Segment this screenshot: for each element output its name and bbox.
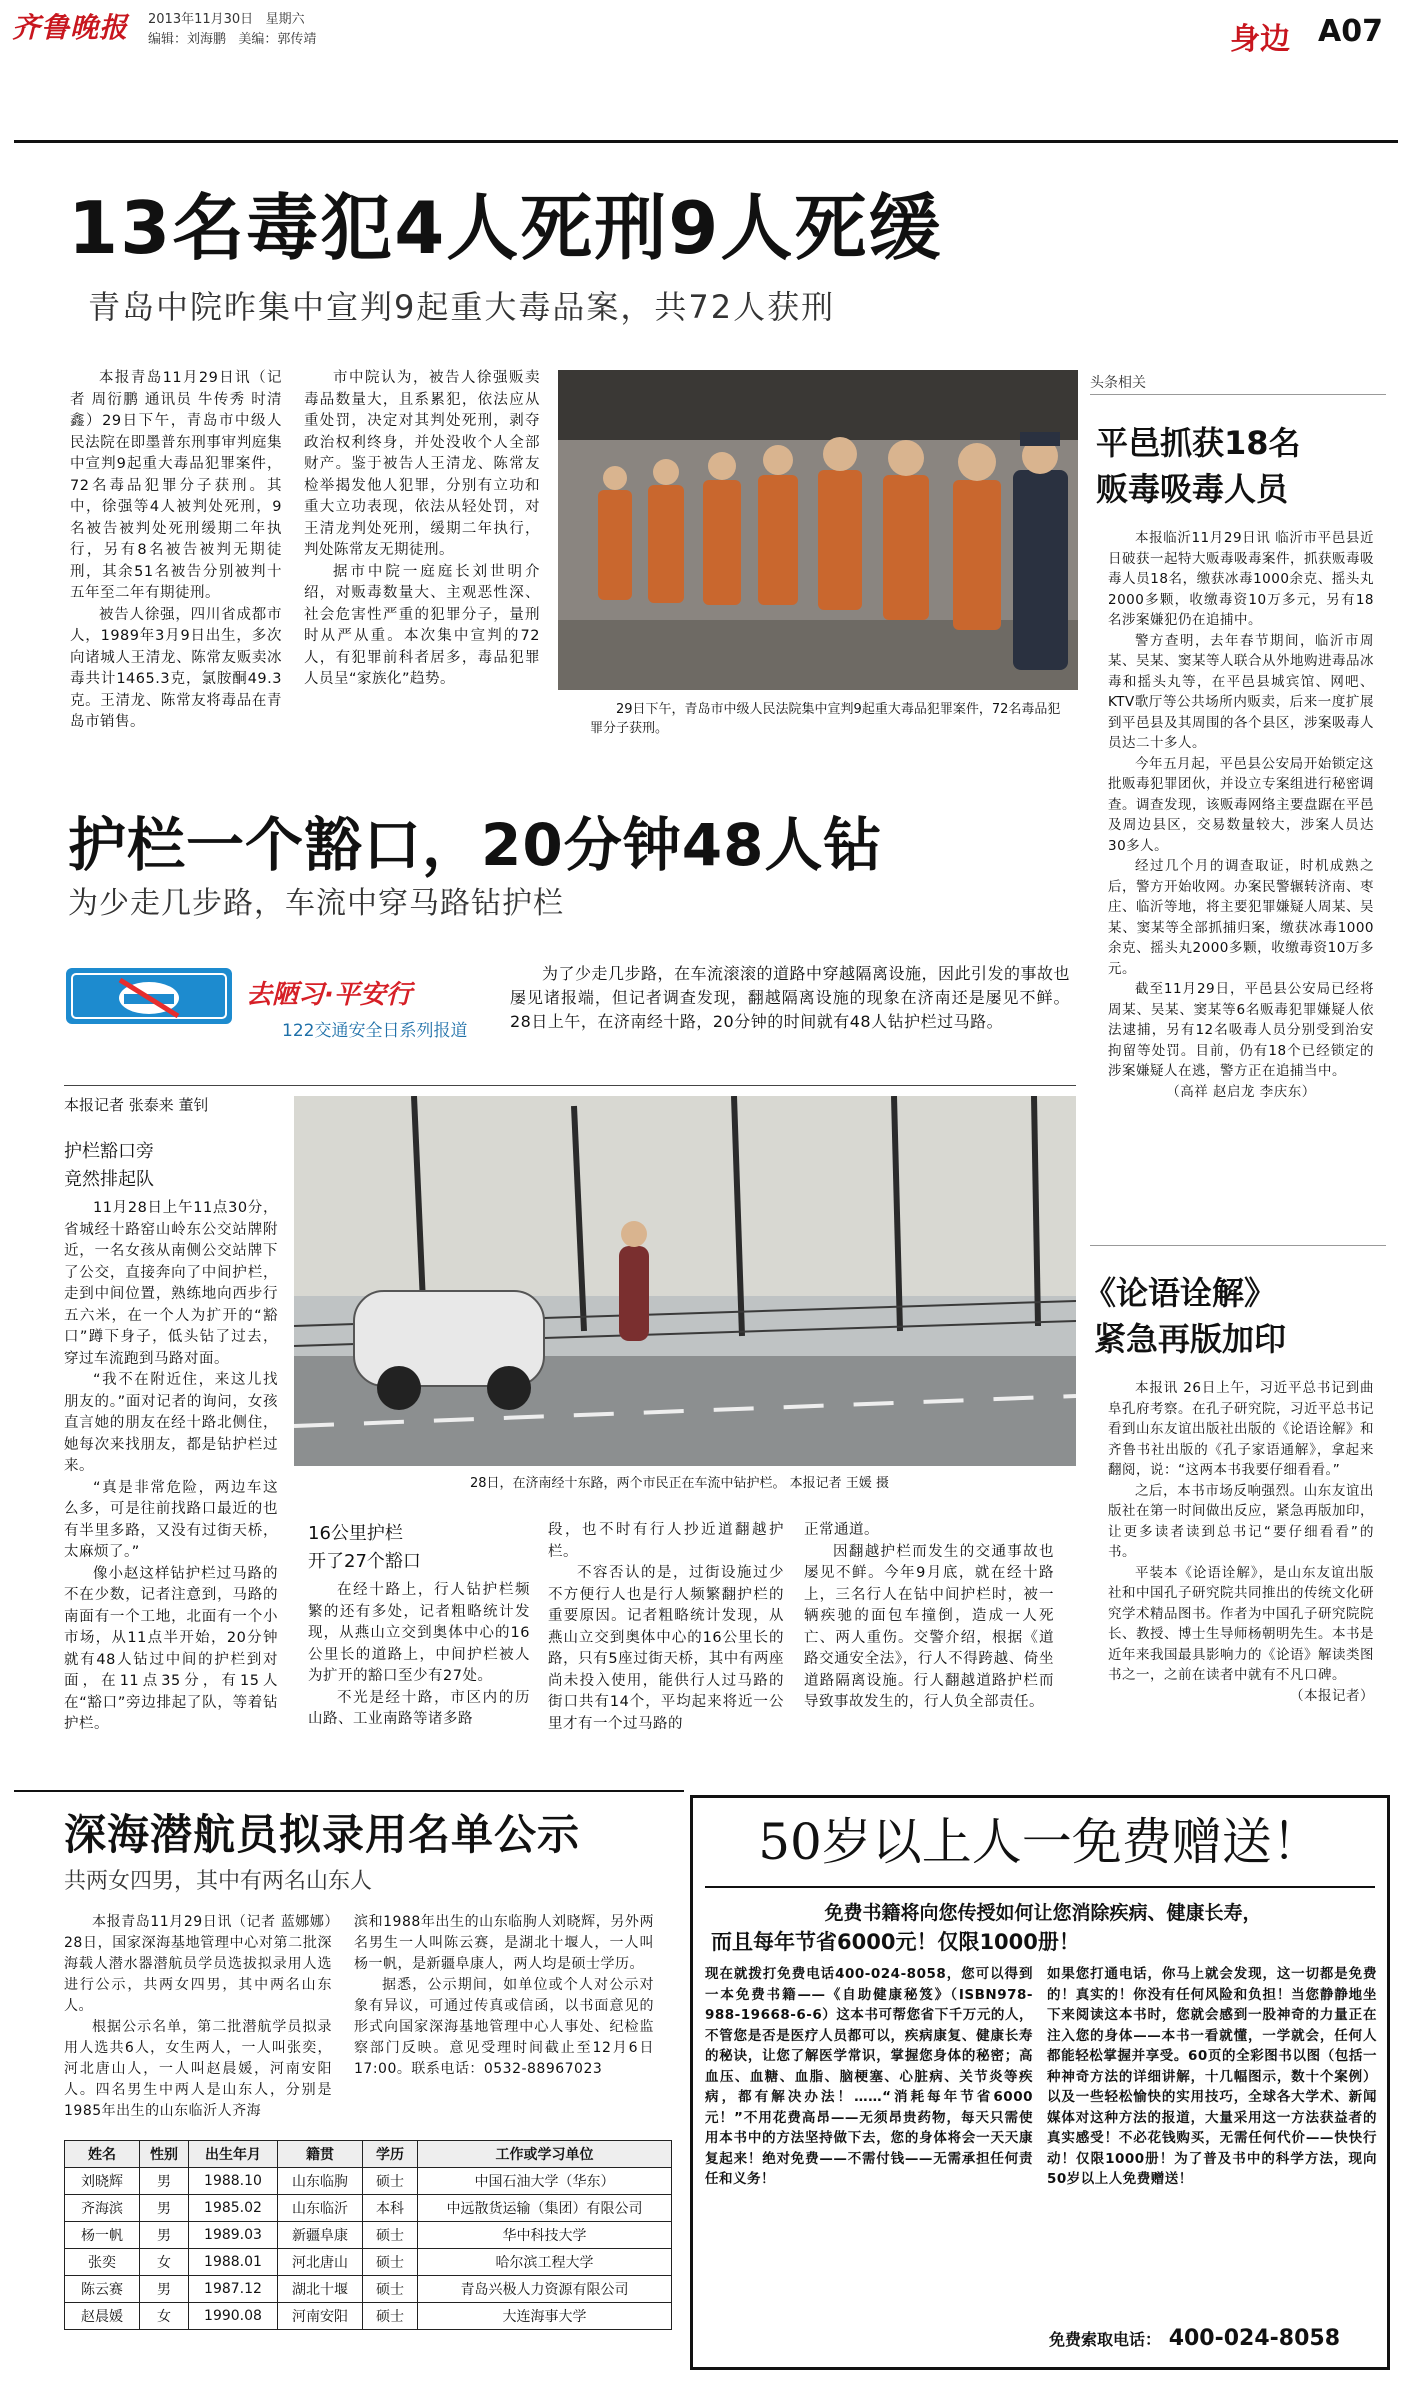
paragraph: 之后，本书市场反响强烈。山东友谊出版社在第一时间做出反应，紧急再版加印，让更多读者读到总书记“要仔细看看”的书。: [1108, 1482, 1374, 1560]
paragraph: 平装本《论语诠解》，是山东友谊出版社和中国孔子研究院共同推出的传统文化研究学术精品图书。作者为中国孔子研究院院长、教授、博士生导师杨朝明先生。本书是近年来我国最具影响力的《论语》解读类图书之一，之前在读者中就有不凡口碑。: [1108, 1564, 1374, 1683]
table-header-row: [65, 2141, 672, 2168]
campaign-banner: [64, 962, 504, 1052]
paragraph: 本报青岛11月29日讯（记者 周衍鹏 通讯员 牛传秀 时清鑫）29日下午，青岛市中级人民法院在即墨普东刑事审判庭集中宣判9起重大毒品犯罪案件，72名毒品犯罪分子获刑。其中，徐强等4人被判处死刑，9名被告被判处死刑缓期二年执行，另有8名被告被判无期徒刑，其余51名被告分别被判十五年至二年有期徒刑。: [70, 370, 282, 601]
car-sign-icon: [64, 966, 234, 1026]
candidates-table: [64, 2140, 672, 2330]
table-cell: 大连海事大学: [418, 2303, 672, 2330]
table-cell: 河南安阳: [278, 2303, 363, 2330]
story1-headline: 13名毒犯4人死刑9人死缓: [68, 186, 943, 270]
sidebar2-headline-line: 《论语诠解》: [1084, 1274, 1277, 1312]
header-cell: 性别: [140, 2141, 189, 2168]
table-row: [65, 2195, 672, 2222]
table-cell: 硕士: [363, 2303, 418, 2330]
sidebar1-body: [1108, 528, 1374, 1102]
table-cell: 河北唐山: [278, 2249, 363, 2276]
story2-rule: [64, 1085, 1076, 1086]
table-cell: 女: [140, 2303, 189, 2330]
table-cell: 华中科技大学: [418, 2222, 672, 2249]
ad-phone-label: 免费索取电话：: [1049, 2330, 1162, 2349]
ad-phone-number[interactable]: 400-024-8058: [1168, 2326, 1341, 2351]
story3-subheadline: 共两女四男，其中有两名山东人: [64, 1869, 373, 1894]
story1-photo-caption: 29日下午，青岛市中级人民法院集中宣判9起重大毒品犯罪案件，72名毒品犯罪分子获刑。: [590, 702, 1061, 736]
header-cell: 学历: [363, 2141, 418, 2168]
story2-sub1: [64, 1138, 154, 1194]
paragraph: 市中院认为，被告人徐强贩卖毒品数量大，且系累犯，依法应从重处罚，决定对其判处死刑，剥夺政治权利终身，并处没收个人全部财产。鉴于被告人王清龙、陈常友检举揭发他人犯罪，分别有立功和重大立功表现，依法从轻处罚，对王清龙判处死刑，缓期二年执行，判处陈常友无期徒刑。: [304, 370, 540, 558]
table-cell: 新疆阜康: [278, 2222, 363, 2249]
campaign-title: 去陋习·平安行: [246, 980, 412, 1010]
campaign-subtitle: 122交通安全日系列报道: [282, 1021, 468, 1041]
table-cell: 山东临朐: [278, 2168, 363, 2195]
subhead-line: 16公里护栏: [308, 1523, 403, 1544]
table-row: [65, 2222, 672, 2249]
byline: （本报记者）: [1290, 1687, 1374, 1704]
table-cell: 青岛兴极人力资源有限公司: [418, 2276, 672, 2303]
ad-left-text: 现在就拨打免费电话400-024-8058，您可以得到一本免费书籍——《自助健康秘笈》（ISBN978-988-19668-6-6）这本书可帮您省下千万元的人，不管您是否是医疗人员都可以，疾病康复、健康长寿的秘诀，让您了解医学常识，掌握您身体的秘密；高血压、血糖、血脂、脑梗塞、心脏病、关节炎等疾病，都有解决办法！……“消耗每年节省6000元！”不用花费高昂——无须昂贵药物，每天只需使用本书中的方法坚持做下去，您的身体将会一天天康复起来！绝对免费——不需付钱——无需承担任何责任和义务！: [705, 1966, 1033, 2187]
table-cell: 哈尔滨工程大学: [418, 2249, 672, 2276]
table-cell: 中国石油大学（华东）: [418, 2168, 672, 2195]
paragraph: 截至11月29日，平邑县公安局已经将周某、吴某、窦某等6名贩毒犯罪嫌疑人依法逮捕，另有12名吸毒人员分别受到治安拘留等处罚。目前，仍有18个已经锁定的涉案嫌疑人在逃，警方正在追捕当中。: [1108, 981, 1374, 1079]
story2-lead: 为了少走几步路，在车流滚滚的道路中穿越隔离设施，因此引发的事故也屡见诸报端，但记者调查发现，翻越隔离设施的现象在济南还是屡见不鲜。28日上午，在济南经十路，20分钟的时间就有48人钻护栏过马路。: [510, 964, 1071, 1031]
courtroom-illustration: [558, 370, 1078, 690]
paragraph: 不容否认的是，过街设施过少不方便行人也是行人频繁翻护栏的重要原因。记者粗略统计发现，从燕山立交到奥体中心的16公里长的路，只有5座过街天桥，其中有两座尚未投入使用，能供行人过马路的街口共有14个，平均起来将近一公里才有一个过马路的: [548, 1565, 784, 1732]
story1-col2: [304, 368, 540, 691]
header-cell: 籍贯: [278, 2141, 363, 2168]
table-cell: 赵晨媛: [65, 2303, 140, 2330]
sidebar1-headline: [1096, 420, 1301, 512]
table-cell: 女: [140, 2249, 189, 2276]
story2-photo-caption: 28日，在济南经十东路，两个市民正在车流中钻护栏。 本报记者 王媛 摄: [470, 1476, 889, 1491]
paragraph: 11月28日上午11点30分，省城经十路窑山岭东公交站牌附近，一名女孩从南侧公交站牌下了公交，直接奔向了中间护栏，走到中间位置，熟练地向西步行五六米，在一个人为扩开的“豁口”蹲下身子，低头钻了过去，穿过车流跑到马路对面。: [64, 1200, 278, 1367]
table-cell: 张奕: [65, 2249, 140, 2276]
section-name: 身边: [1230, 22, 1290, 57]
table-row: [65, 2168, 672, 2195]
table-cell: 男: [140, 2276, 189, 2303]
subhead-line: 竟然排起队: [64, 1169, 154, 1190]
story2-sub2: [308, 1520, 421, 1576]
story3-col1: [64, 1912, 332, 2122]
street-photo: [294, 1096, 1076, 1466]
paragraph: 在经十路上，行人钻护栏频繁的还有多处，记者粗略统计发现，从燕山立交到奥体中心的16公里长的道路上，中间护栏被人为扩开的豁口至少有27处。: [308, 1582, 530, 1684]
table-cell: 山东临沂: [278, 2195, 363, 2222]
sidebar2-body: [1108, 1378, 1374, 1706]
paragraph: 本报讯 26日上午，习近平总书记到曲阜孔府考察。在孔子研究院，习近平总书记看到山东友谊出版社出版的《论语诠解》和齐鲁书社出版的《孔子家语通解》，拿起来翻阅，说：“这两本书我要仔细看看。”: [1108, 1380, 1374, 1478]
byline: （高祥 赵启龙 李庆东）: [1166, 1083, 1316, 1100]
designer: 美编：郭传靖: [238, 32, 317, 47]
table-cell: 硕士: [363, 2222, 418, 2249]
story3-headline: 深海潜航员拟录用名单公示: [64, 1810, 581, 1859]
paragraph: “真是非常危险，两边车这么多，可是往前找路口最近的也有半里多路，又没有过街天桥，太麻烦了。”: [64, 1479, 278, 1560]
paragraph: 正常通道。: [804, 1522, 879, 1538]
table-cell: 杨一帆: [65, 2222, 140, 2249]
table-cell: 中远散货运输（集团）有限公司: [418, 2195, 672, 2222]
table-cell: 1989.03: [189, 2222, 278, 2249]
table-cell: 湖北十堰: [278, 2276, 363, 2303]
logo: 齐鲁晚报: [12, 11, 129, 44]
weekday: 星期六: [265, 12, 305, 27]
table-cell: 男: [140, 2195, 189, 2222]
sidebar1-headline-line: 平邑抓获18名: [1096, 424, 1301, 462]
table-cell: 齐海滨: [65, 2195, 140, 2222]
table-cell: 男: [140, 2168, 189, 2195]
table-cell: 1988.01: [189, 2249, 278, 2276]
ad-rule: [705, 1886, 1375, 1888]
editor: 编辑：刘海鹏: [148, 32, 227, 47]
street-illustration: [294, 1096, 1076, 1466]
paragraph: “我不在附近住，来这儿找朋友的。”面对记者的询问，女孩直言她的朋友在经十路北侧住，她每次来找朋友，都是钻护栏过来。: [64, 1372, 278, 1474]
paragraph: 因翻越护栏而发生的交通事故也屡见不鲜。今年9月底，就在经十路上，三名行人在钻中间护栏时，被一辆疾驰的面包车撞倒，造成一人死亡、两人重伤。交警介绍，根据《道路交通安全法》，行人不得跨越、倚坐道路隔离设施。行人翻越道路护栏而导致事故发生的，行人负全部责任。: [804, 1543, 1054, 1710]
story2-col4: [804, 1520, 1054, 1714]
paragraph: 本报临沂11月29日讯 临沂市平邑县近日破获一起特大贩毒吸毒案件，抓获贩毒吸毒人员18名，缴获冰毒1000余克、摇头丸2000多颗，收缴毒资10万多元，另有18名涉案嫌犯仍在追捕中。: [1108, 530, 1374, 628]
paragraph: 据悉，公示期间，如单位或个人对公示对象有异议，可通过传真或信函，以书面意见的形式向国家深海基地管理中心人事处、纪检监察部门反映。意见受理时间截止至12月6日17:00。联系电话：0532-88967023: [354, 1977, 654, 2077]
paragraph: 本报青岛11月29日讯（记者 蓝娜娜）28日，国家深海基地管理中心对第二批深海载人潜水器潜航员学员选拔拟录用人选进行公示，共两女四男，其中两名山东人。: [64, 1914, 332, 2014]
advertisement: [690, 1795, 1390, 2370]
paragraph: 像小赵这样钻护栏过马路的不在少数，记者注意到，马路的南面有一个工地，北面有一个小市场，从11点半开始，20分钟就有48人钻过中间的护栏到对面，在11点35分，有15人在“豁口”旁边排起了队，等着钻护栏。: [64, 1565, 278, 1732]
sidebar1-tag-rule: [1090, 394, 1386, 395]
header-cell: 工作或学习单位: [418, 2141, 672, 2168]
table-cell: 1988.10: [189, 2168, 278, 2195]
ad-right-text: 如果您打通电话，你马上就会发现，这一切都是免费的！真实的！你没有任何风险和负担！当您静静地坐下来阅读这本书时，您就会感到一股神奇的力量正在注入您的身体——本书一看就懂，一学就会，任何人都能轻松掌握并享受。60页的全彩图书以图（包括一种神奇方法的详细讲解，十几幅图示，数十个案例）以及一些轻松愉快的实用技巧，全球各大学术、新闻媒体对这种方法的报道，大量采用这一方法获益者的真实感受！不必花钱购买，无需任何代价——快快行动！仅限1000册！为了普及书中的科学方法，现向50岁以上人免费赠送！: [1047, 1966, 1377, 2187]
table-cell: 本科: [363, 2195, 418, 2222]
ad-headline: 50岁以上人一免费赠送！: [758, 1813, 1322, 1871]
table-cell: 硕士: [363, 2276, 418, 2303]
table-cell: 1987.12: [189, 2276, 278, 2303]
sidebar1-tag: 头条相关: [1090, 375, 1146, 391]
paragraph: 不光是经十路，市区内的历山路、工业南路等诸多路: [308, 1689, 530, 1727]
header-cell: 姓名: [65, 2141, 140, 2168]
sidebar2-rule: [1090, 1245, 1386, 1246]
candidates-table-wrap: [64, 2140, 672, 2330]
top-rule: [14, 140, 1398, 143]
ad-line1: 免费书籍将向您传授如何让您消除疾病、健康长寿，: [824, 1902, 1262, 1924]
story2-byline: 本报记者 张泰来 董钊: [64, 1096, 209, 1114]
table-cell: 陈云赛: [65, 2276, 140, 2303]
sidebar2-headline: [1084, 1270, 1286, 1362]
table-cell: 硕士: [363, 2249, 418, 2276]
courtroom-photo: [558, 370, 1078, 690]
subhead-line: 护栏豁口旁: [64, 1141, 154, 1162]
ad-line2: 而且每年节省6000元！仅限1000册！: [711, 1930, 1080, 1954]
table-cell: 1985.02: [189, 2195, 278, 2222]
sidebar2-headline-line: 紧急再版加印: [1094, 1320, 1287, 1358]
table-row: [65, 2276, 672, 2303]
story2-headline: 护栏一个豁口，20分钟48人钻: [68, 811, 883, 879]
table-cell: 硕士: [363, 2168, 418, 2195]
paragraph: 段，也不时有行人抄近道翻越护栏。: [548, 1522, 784, 1560]
story1-subheadline: 青岛中院昨集中宣判9起重大毒品案，共72人获刑: [88, 288, 836, 326]
masthead-date: [148, 8, 305, 27]
paragraph: 今年五月起，平邑县公安局开始锁定这批贩毒犯罪团伙，并设立专案组进行秘密调查。调查发现，该贩毒网络主要盘踞在平邑及周边县区，交易数量较大，涉案人员达30多人。: [1108, 755, 1374, 854]
story2-subheadline: 为少走几步路，车流中穿马路钻护栏: [68, 886, 564, 921]
story2-col3: [548, 1520, 784, 1735]
paragraph: 经过几个月的调查取证，时机成熟之后，警方开始收网。办案民警辗转济南、枣庄、临沂等地，将主要犯罪嫌疑人周某、吴某、窦某等全部抓捕归案，缴获冰毒1000余克、摇头丸2000多颗，收缴毒资10万多元。: [1108, 858, 1374, 977]
paragraph: 根据公示名单，第二批潜航学员拟录用人选共6人，女生两人，一人叫张奕，河北唐山人，一人叫赵晨媛，河南安阳人。四名男生中两人是山东人，分别是1985年出生的山东临沂人齐海: [64, 2019, 332, 2119]
story2-col2: [308, 1580, 530, 1731]
paragraph: 滨和1988年出生的山东临朐人刘晓辉，另外两名男生一人叫陈云赛，是湖北十堰人，一人叫杨一帆，是新疆阜康人，两人均是硕士学历。: [354, 1914, 654, 1972]
ad-phone[interactable]: [1049, 2326, 1340, 2351]
table-cell: 1990.08: [189, 2303, 278, 2330]
table-cell: 男: [140, 2222, 189, 2249]
story1-col1: [70, 368, 282, 734]
issue-date: 2013年11月30日: [148, 12, 254, 27]
paragraph: 据市中院一庭庭长刘世明介绍，对贩毒数量大、主观恶性深、社会危害性严重的犯罪分子，量刑时从严从重。本次集中宣判的72人，有犯罪前科者居多，毒品犯罪人员呈“家族化”趋势。: [304, 563, 540, 687]
table-row: [65, 2249, 672, 2276]
page-number: A07: [1318, 14, 1383, 49]
sidebar1-headline-line: 贩毒吸毒人员: [1096, 470, 1289, 508]
story3-rule: [14, 1790, 684, 1792]
subhead-line: 开了27个豁口: [308, 1551, 421, 1572]
story3-col2: [354, 1912, 654, 2080]
table-cell: 刘晓辉: [65, 2168, 140, 2195]
story2-col1: [64, 1198, 278, 1736]
paragraph: 警方查明，去年春节期间，临沂市周某、吴某、窦某等人联合从外地购进毒品冰毒和摇头丸等，在平邑县城宾馆、网吧、KTV歌厅等公共场所内贩卖，后来一度扩展到平邑县及其周围的各个县区，涉案吸毒人员达二十多人。: [1108, 632, 1374, 751]
table-row: [65, 2303, 672, 2330]
masthead-editors: [148, 28, 316, 47]
header-cell: 出生年月: [189, 2141, 278, 2168]
paragraph: 被告人徐强，四川省成都市人，1989年3月9日出生，多次向诸城人王清龙、陈常友贩卖冰毒共计1465.3克，氯胺酮49.3克。王清龙、陈常友将毒品在青岛市销售。: [70, 606, 282, 730]
